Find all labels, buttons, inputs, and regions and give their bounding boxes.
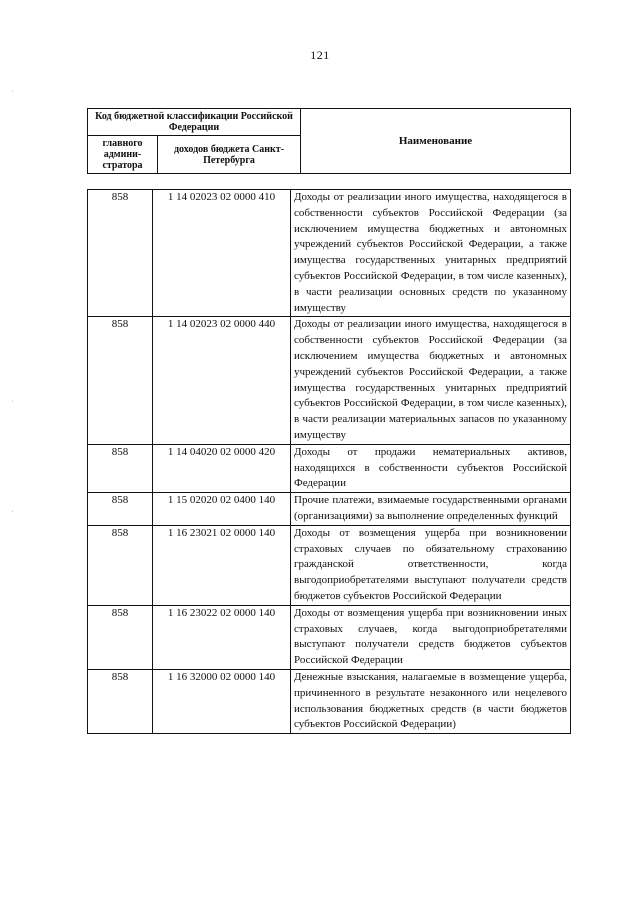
table-row [88,317,571,444]
admin-code-cell: 858 [88,605,153,669]
admin-code-cell: 858 [88,190,153,317]
income-name-cell: Доходы от возмещения ущерба при возникновении страховых случаев по обязательному страхованию гражданской ответственности, когда выгодоприобретателями выступают получатели средств бюджетов субъектов Российской Федерации [291,525,571,605]
income-code-cell: 1 14 02023 02 0000 440 [153,317,291,444]
admin-code-cell: 858 [88,669,153,733]
table-row [88,605,571,669]
income-column-header: доходов бюджета Санкт-Петербурга [158,136,301,174]
income-code-cell: 1 16 23022 02 0000 140 [153,605,291,669]
income-code-cell: 1 14 04020 02 0000 420 [153,444,291,492]
income-name-cell: Прочие платежи, взимаемые государственными органами (организациями) за выполнение определенных функций [291,493,571,526]
table-row [88,444,571,492]
income-name-cell: Доходы от реализации иного имущества, находящегося в собственности субъектов Российской Федерации (за исключением имущества бюджетных и автономных учреждений субъектов Российской Федерации, а также имущества государственных унитарных предприятий субъектов Российской Федерации, в том числе казенных), в части реализации материальных запасов по указанному имуществу [291,317,571,444]
income-code-cell: 1 15 02020 02 0400 140 [153,493,291,526]
table-row [88,190,571,317]
name-column-header: Наименование [301,109,571,174]
table-row [88,525,571,605]
income-name-cell: Доходы от продажи нематериальных активов, находящихся в собственности субъектов Российской Федерации [291,444,571,492]
admin-code-cell: 858 [88,317,153,444]
page-number: 121 [310,48,330,62]
income-name-cell: Денежные взыскания, налагаемые в возмещение ущерба, причиненного в результате незаконного или нецелевого использования бюджетных средств (в части бюджетов субъектов Российской Федерации) [291,669,571,733]
budget-code-header: Код бюджетной классификации Российской Федерации [88,109,301,136]
scan-mark: · [8,400,16,404]
table-row [88,669,571,733]
income-code-cell: 1 16 23021 02 0000 140 [153,525,291,605]
income-code-cell: 1 16 32000 02 0000 140 [153,669,291,733]
table-header [87,108,571,174]
scan-mark: · [8,510,16,514]
table-row [88,493,571,526]
admin-code-cell: 858 [88,525,153,605]
income-code-cell: 1 14 02023 02 0000 410 [153,190,291,317]
table-body [88,190,571,734]
income-name-cell: Доходы от реализации иного имущества, находящегося в собственности субъектов Российской Федерации (за исключением имущества бюджетных и автономных учреждений субъектов Российской Федерации, а также имущества государственных унитарных предприятий субъектов Российской Федерации, в том числе казенных), в части реализации основных средств по указанному имуществу [291,190,571,317]
budget-codes-table [87,189,571,734]
scan-mark: · [8,90,16,94]
income-name-cell: Доходы от возмещения ущерба при возникновении иных страховых случаев, когда выгодоприобретателями выступают получатели средств бюджетов субъектов Российской Федерации [291,605,571,669]
admin-column-header: главного админи-стратора [88,136,158,174]
admin-code-cell: 858 [88,444,153,492]
admin-code-cell: 858 [88,493,153,526]
